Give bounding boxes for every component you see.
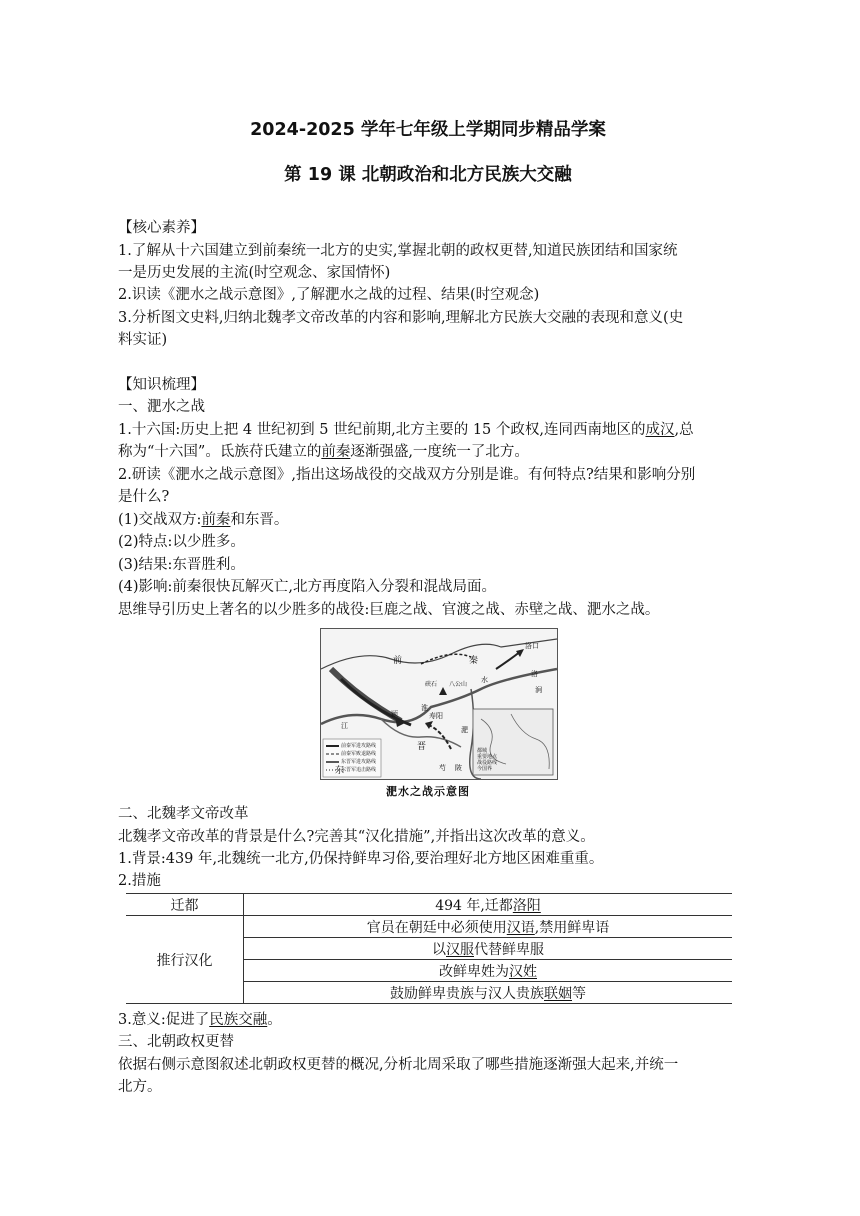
core-item-1a: 1.了解从十六国建立到前秦统一北方的史实,掌握北朝的政权更替,知道民族团结和国家统 xyxy=(118,243,678,259)
map-label: 寿阳 xyxy=(429,712,443,720)
map-label: 晋 xyxy=(417,742,427,752)
reform-question: 北魏孝文帝改革的背景是什么?完善其“汉化措施”,并指出这次改革的意义。 xyxy=(118,829,595,845)
section-2-heading: 二、北魏孝文帝改革 xyxy=(118,806,249,822)
answer-blank: 洛阳 xyxy=(512,897,541,914)
answer-blank: 联姻 xyxy=(544,985,572,1002)
paragraph-1a: 1.十六国:历史上把 4 世纪初到 5 世纪前期,北方主要的 15 个政权,连同西南地区的成汉,总 xyxy=(118,422,694,438)
map-legend-item: 前秦军进攻路线 xyxy=(341,743,377,749)
lesson-title: 第 19 课 北朝政治和北方民族大交融 xyxy=(284,165,572,185)
answer-3: (3)结果:东晋胜利。 xyxy=(118,557,245,573)
table-cell: 官员在朝廷中必须使用汉语,禁用鲜卑语 xyxy=(244,916,733,938)
answer-blank: 前秦 xyxy=(201,512,231,528)
answer-blank: 汉服 xyxy=(446,941,474,958)
map-label: 芍 xyxy=(439,764,446,772)
section-3-heading: 三、北朝政权更替 xyxy=(118,1034,234,1050)
document-title: 2024-2025 学年七年级上学期同步精品学案 xyxy=(250,120,606,140)
core-item-3b: 料实证) xyxy=(118,332,168,348)
thinking-guide: 思维导引历史上著名的以少胜多的战役:巨鹿之战、官渡之战、赤壁之战、淝水之战。 xyxy=(118,602,660,618)
core-item-2: 2.识读《淝水之战示意图》,了解淝水之战的过程、结果(时空观念) xyxy=(118,287,540,303)
table-cell: 迁都 xyxy=(126,894,244,916)
feishui-battle-map xyxy=(320,628,558,780)
core-item-3a: 3.分析图文史料,归纳北魏孝文帝改革的内容和影响,理解北方民族大交融的表现和意义(史 xyxy=(118,310,684,326)
section-1-heading: 一、淝水之战 xyxy=(118,399,205,415)
answer-blank: 汉语 xyxy=(506,919,535,936)
northern-paragraph-a: 依据右侧示意图叙述北朝政权更替的概况,分析北周采取了哪些措施逐渐强大起来,并统一 xyxy=(118,1057,679,1073)
answer-2: (2)特点:以少胜多。 xyxy=(118,534,245,550)
map-legend-item: 前秦军败退路线 xyxy=(341,751,377,757)
map-label: 江 xyxy=(341,722,348,730)
map-inset-legend-item: 都城 xyxy=(477,748,488,754)
map-inset-legend-item: 今国界 xyxy=(477,766,493,772)
map-label: 陂 xyxy=(455,764,462,772)
map-legend-item: 东晋军追击路线 xyxy=(341,767,377,773)
map-label: 洛 xyxy=(531,670,538,678)
answer-1: (1)交战双方:前秦和东晋。 xyxy=(118,512,289,528)
paragraph-2a: 2.研读《淝水之战示意图》,指出这场战役的交战双方分别是谁。有何特点?结果和影响分别 xyxy=(118,467,696,483)
reform-background: 1.背景:439 年,北魏统一北方,仍保持鲜卑习俗,要治理好北方地区困难重重。 xyxy=(118,851,604,867)
core-heading: 【核心素养】 xyxy=(118,220,205,236)
map-label: 洛口 xyxy=(525,642,539,650)
map-label: 前 xyxy=(393,656,403,666)
map-label: 八公山 xyxy=(449,681,468,688)
table-cell: 494 年,迁都洛阳 xyxy=(244,894,733,916)
northern-paragraph-b: 北方。 xyxy=(118,1079,162,1095)
table-cell: 改鲜卑姓为汉姓 xyxy=(244,960,733,982)
table-cell: 鼓励鲜卑贵族与汉人贵族联姻等 xyxy=(244,982,733,1004)
answer-blank: 成汉 xyxy=(645,422,675,438)
table-cell: 以汉服代替鲜卑服 xyxy=(244,938,733,960)
table-cell: 推行汉化 xyxy=(126,916,244,1004)
map-legend-item: 东晋军进攻路线 xyxy=(341,759,377,765)
map-label: 秦 xyxy=(469,656,479,666)
map-label: 颍 xyxy=(391,710,398,718)
answer-blank: 民族交融 xyxy=(209,1012,268,1028)
table-row xyxy=(126,894,732,916)
reform-measures-heading: 2.措施 xyxy=(118,873,161,889)
answer-blank: 前秦 xyxy=(321,444,351,460)
answer-blank: 汉姓 xyxy=(509,963,537,980)
map-inset-legend-item: 重要地点 xyxy=(477,754,498,760)
map-label: 淮 xyxy=(421,704,428,712)
map-label: 水 xyxy=(481,676,488,684)
knowledge-heading: 【知识梳理】 xyxy=(118,377,205,393)
core-item-1b: 一是历史发展的主流(时空观念、家国情怀) xyxy=(118,265,391,281)
map-inset-legend-item: 战役路线 xyxy=(477,760,498,766)
map-label: 硖石 xyxy=(425,681,438,688)
map-caption: 淝水之战示意图 xyxy=(386,785,470,798)
map-label: 东 xyxy=(335,766,345,776)
paragraph-1b: 称为“十六国”。氐族苻氏建立的前秦逐渐强盛,一度统一了北方。 xyxy=(118,444,529,460)
reform-significance: 3.意义:促进了民族交融。 xyxy=(118,1012,282,1028)
table-row xyxy=(126,916,732,938)
paragraph-2b: 是什么? xyxy=(118,489,170,505)
answer-4: (4)影响:前秦很快瓦解灭亡,北方再度陷入分裂和混战局面。 xyxy=(118,579,497,595)
reform-measures-table xyxy=(126,893,732,1004)
map-label: 淝 xyxy=(461,726,468,734)
map-label: 涧 xyxy=(535,686,542,694)
